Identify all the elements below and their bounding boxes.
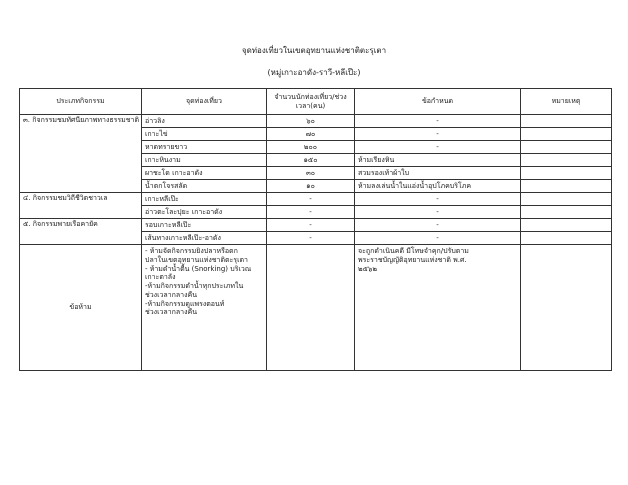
- prohibited-item-line: ปลาในเขตอุทยานแห่งชาติตะรุเตา: [145, 255, 248, 264]
- capacity-cell: ๑๕๐: [267, 154, 355, 167]
- remark-cell: [521, 180, 612, 193]
- prohibited-item-line: -ห้ามกิจกรรมดูแพรงตอนท์: [145, 299, 225, 308]
- place-cell: เกาะหินงาม: [142, 154, 267, 167]
- remark-cell: [521, 154, 612, 167]
- remark-cell: [521, 167, 612, 180]
- activity-cell: ๔. กิจกรรมชมวิถีชีวิตชาวเล: [20, 193, 142, 219]
- header-capacity: จำนวนนักท่องเที่ยว/ช่วงเวลา(คน): [267, 89, 355, 115]
- rule-cell: -: [355, 141, 521, 154]
- remark-cell: [521, 193, 612, 206]
- prohibited-penalty: [355, 245, 521, 371]
- rule-cell: -: [355, 193, 521, 206]
- remark-cell: [521, 206, 612, 219]
- capacity-cell: -: [267, 232, 355, 245]
- table-header-row: [20, 89, 612, 115]
- place-cell: หาดทรายขาว: [142, 141, 267, 154]
- document-subtitle: (หมู่เกาะอาดัง-ราวี-หลีเป๊ะ): [267, 68, 361, 77]
- penalty-line: จะถูกดำเนินคดี มีโทษจำคุก/ปรับตาม: [358, 247, 469, 255]
- header-remark: หมายเหตุ: [521, 89, 612, 115]
- place-cell: น้ำตกโจรสลัด: [142, 180, 267, 193]
- place-cell: เกาะหลีเป๊ะ: [142, 193, 267, 206]
- capacity-cell: -: [267, 219, 355, 232]
- document-title: จุดท่องเที่ยวในเขตอุทยานแห่งชาติตะรุเตา: [241, 46, 387, 55]
- rule-cell: -: [355, 206, 521, 219]
- activity-cell: ๓. กิจกรรมชมทัศนียภาพทางธรรมชาติ: [20, 115, 142, 193]
- attractions-table: [19, 88, 612, 371]
- place-cell: ผาชะโด เกาะอาดัง: [142, 167, 267, 180]
- header-attraction: จุดท่องเที่ยว: [142, 89, 267, 115]
- penalty-line: ๒๕๖๒: [358, 264, 377, 273]
- remark-cell: [521, 141, 612, 154]
- capacity-cell: ๑๐: [267, 180, 355, 193]
- prohibited-item-line: ช่วงเวลากลางคืน: [145, 290, 197, 299]
- penalty-line: พระราชบัญญัติอุทยานแห่งชาติ พ.ศ.: [358, 255, 467, 264]
- remark-cell: [521, 219, 612, 232]
- prohibited-remark-cell: [521, 245, 612, 371]
- prohibited-item-line: - ห้ามจัดกิจกรรมยิงปลาหรือตก: [145, 247, 238, 255]
- header-activity-type: ประเภทกิจกรรม: [20, 89, 142, 115]
- rule-cell: ห้ามลงเล่นน้ำในแอ่งน้ำอุปโภคบริโภค: [355, 180, 521, 193]
- prohibited-label: ข้อห้าม: [20, 245, 142, 371]
- rule-cell: -: [355, 232, 521, 245]
- header-rule: ข้อกำหนด: [355, 89, 521, 115]
- rule-cell: ห้ามเรียงหิน: [355, 154, 521, 167]
- prohibited-item-line: - ห้ามดำน้ำตื้น (Snorking) บริเวณ: [145, 264, 252, 273]
- prohibited-item-line: -ห้ามกิจกรรมดำน้ำทุกประเภทใน: [145, 282, 244, 290]
- place-cell: เส้นทางเกาะหลีเป๊ะ-อาดัง: [142, 232, 267, 245]
- prohibited-item-line: เกาะตาลัง: [145, 273, 176, 282]
- prohibited-item-line: ช่วงเวลากลางคืน: [145, 308, 197, 317]
- remark-cell: [521, 128, 612, 141]
- table-row: [20, 115, 612, 128]
- capacity-cell: ๖๐: [267, 115, 355, 128]
- rule-cell: -: [355, 219, 521, 232]
- capacity-cell: -: [267, 206, 355, 219]
- capacity-cell: ๒๐๐: [267, 141, 355, 154]
- rule-cell: -: [355, 115, 521, 128]
- prohibited-capacity-cell: [267, 245, 355, 371]
- prohibited-row: [20, 245, 612, 371]
- rule-cell: สวมรองเท้าผ้าใบ: [355, 167, 521, 180]
- place-cell: รอบเกาะหลีเป๊ะ: [142, 219, 267, 232]
- remark-cell: [521, 232, 612, 245]
- capacity-cell: -: [267, 193, 355, 206]
- prohibited-items: [142, 245, 267, 371]
- capacity-cell: ๗๐: [267, 128, 355, 141]
- rule-cell: -: [355, 128, 521, 141]
- capacity-cell: ๓๐: [267, 167, 355, 180]
- place-cell: อ่าวลิง: [142, 115, 267, 128]
- place-cell: อ่าวตะโละปุยะ เกาะอาดัง: [142, 206, 267, 219]
- activity-cell: ๕. กิจกรรมพายเรือคายัค: [20, 219, 142, 245]
- table-row: [20, 193, 612, 206]
- table-row: [20, 219, 612, 232]
- place-cell: เกาะไข่: [142, 128, 267, 141]
- remark-cell: [521, 115, 612, 128]
